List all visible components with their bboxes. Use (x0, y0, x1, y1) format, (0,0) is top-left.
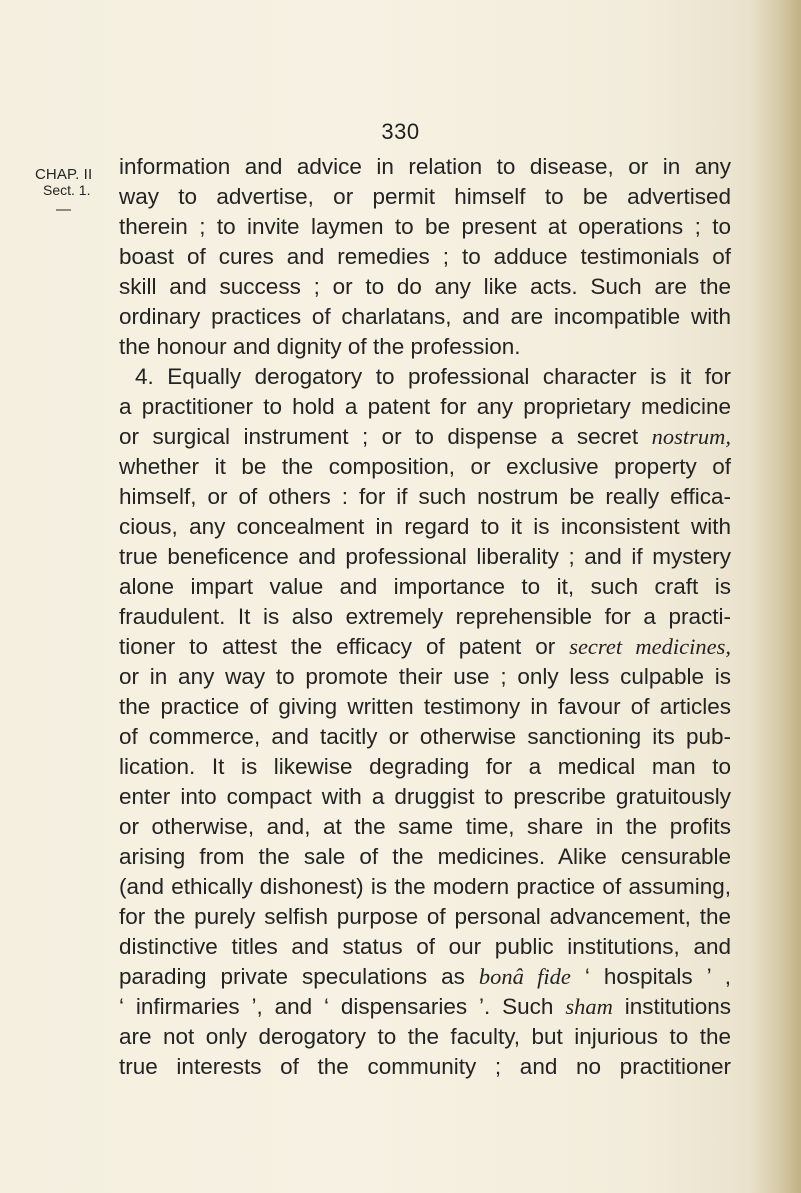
text-line: distinctive titles and status of our public institutions, and (119, 934, 731, 959)
text-line: cious, any concealment in regard to it is inconsistent with (119, 514, 731, 539)
text-line: alone impart value and importance to it, such craft is (119, 574, 731, 599)
chapter-marker: CHAP. II (35, 166, 93, 183)
text-line: of commerce, and tacitly or otherwise sanctioning its pub- (119, 724, 731, 749)
text-line: (and ethically dishonest) is the modern practice of assuming, (119, 874, 731, 899)
text-line: or otherwise, and, at the same time, share in the profits (119, 814, 731, 839)
body-text (119, 152, 731, 1082)
text-line: the practice of giving written testimony in favour of articles (119, 694, 731, 719)
text-line: lication. It is likewise degrading for a medical man to (119, 754, 731, 779)
text-line: 4. Equally derogatory to professional character is it for (135, 364, 731, 389)
text-line: parading private speculations as bonâ fide ‘ hospitals ’ , (119, 964, 732, 989)
text-line: ordinary practices of charlatans, and are incompatible with (119, 304, 731, 329)
text-line: the honour and dignity of the profession. (119, 334, 521, 359)
text-line: or in any way to promote their use ; only less culpable is (119, 664, 731, 689)
section-marker: Sect. 1. (43, 182, 91, 198)
text-line: enter into compact with a druggist to prescribe gratuitously (119, 784, 731, 809)
text-line: skill and success ; or to do any like acts. Such are the (119, 274, 731, 299)
page-number: 330 (381, 119, 420, 144)
text-line: arising from the sale of the medicines. Alike censurable (119, 844, 731, 869)
text-line: boast of cures and remedies ; to adduce testimonials of (119, 244, 731, 269)
page-edge-shadow (749, 0, 801, 1193)
text-line: therein ; to invite laymen to be present at operations ; to (119, 214, 731, 239)
text-line: information and advice in relation to disease, or in any (119, 154, 731, 179)
text-line: whether it be the composition, or exclusive property of (119, 454, 731, 479)
text-line: way to advertise, or permit himself to be advertised (119, 184, 731, 209)
text-line: true interests of the community ; and no practitioner (119, 1054, 731, 1079)
text-line: fraudulent. It is also extremely reprehensible for a practi- (119, 604, 731, 629)
margin-dash: — (56, 201, 71, 218)
text-line: are not only derogatory to the faculty, but injurious to the (119, 1024, 731, 1049)
text-line: himself, or of others : for if such nostrum be really effica- (119, 484, 731, 509)
text-line: or surgical instrument ; or to dispense a secret nostrum, (119, 424, 731, 449)
text-line: for the purely selfish purpose of personal advancement, the (119, 904, 731, 929)
text-line: tioner to attest the efficacy of patent or secret medicines, (119, 634, 731, 659)
text-line: true beneficence and professional liberality ; and if mystery (119, 544, 731, 569)
text-line: a practitioner to hold a patent for any proprietary medicine (119, 394, 731, 419)
text-line: ‘ infirmaries ’, and ‘ dispensaries ’. Such sham institutions (119, 994, 731, 1019)
